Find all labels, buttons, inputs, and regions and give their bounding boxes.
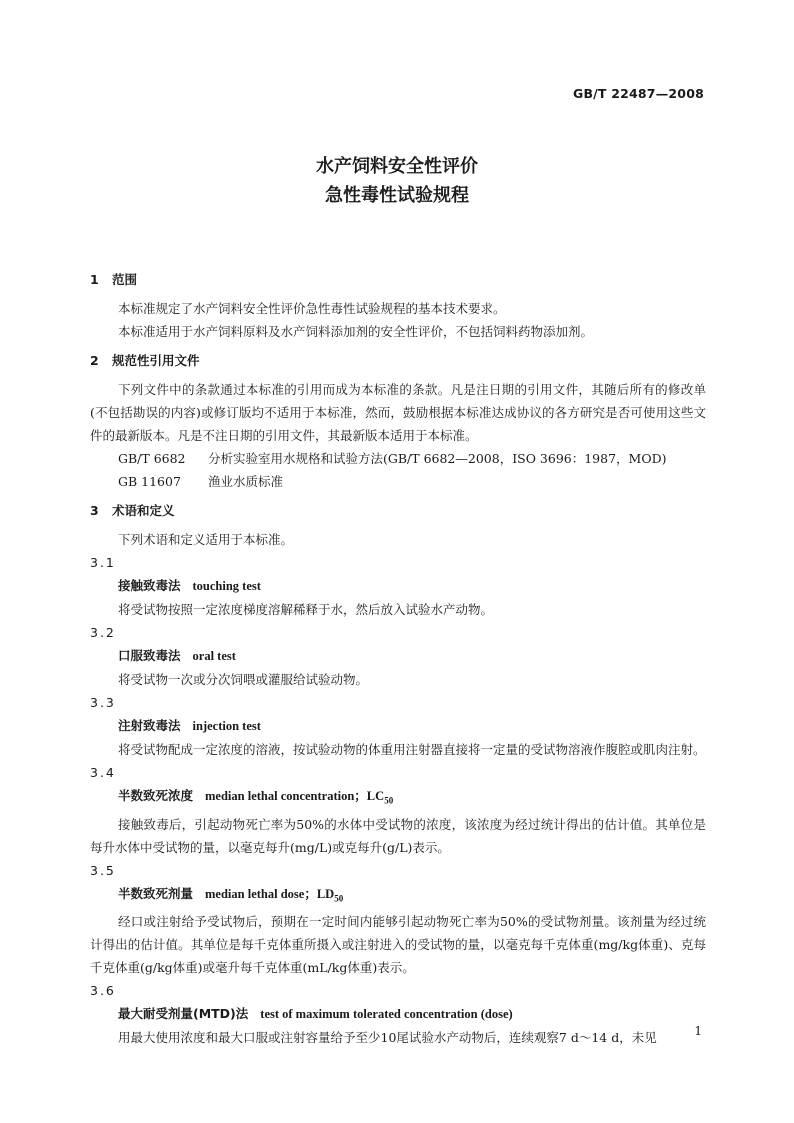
term-english-text: median lethal dose；LD	[205, 886, 335, 901]
clause-number: 3.6	[90, 983, 116, 998]
term-chinese: 注射致毒法	[118, 718, 181, 733]
clause-number: 3.3	[90, 695, 116, 710]
paragraph: 下列术语和定义适用于本标准。	[118, 532, 294, 547]
paragraph: 本标准规定了水产饲料安全性评价急性毒性试验规程的基本技术要求。	[118, 301, 506, 316]
term-entry	[90, 882, 706, 911]
term-subscript: 50	[384, 795, 394, 806]
section-heading-normative-references	[90, 349, 706, 372]
reference-title: 分析实验室用水规格和试验方法(GB/T 6682—2008，ISO 3696：1987，MOD)	[208, 451, 667, 466]
clause-number: 3.4	[90, 765, 116, 780]
term-entry	[90, 714, 706, 738]
page-number: 1	[694, 1024, 702, 1038]
term-definition: 将受试物一次或分次饲喂或灌服给试验动物。	[118, 672, 369, 687]
term-english: injection test	[192, 719, 261, 733]
clause-number: 3.1	[90, 555, 116, 570]
reference-item	[90, 470, 706, 493]
document-title	[0, 152, 794, 210]
term-english	[205, 789, 394, 806]
term-chinese: 口服致毒法	[118, 648, 181, 663]
term-entry	[90, 1002, 706, 1026]
title-line-2: 急性毒性试验规程	[325, 185, 469, 206]
term-english: oral test	[192, 649, 236, 663]
standard-number: GB/T 22487—2008	[572, 86, 704, 101]
section-title: 范围	[112, 272, 138, 287]
section-title: 规范性引用文件	[112, 353, 200, 368]
section-title: 术语和定义	[112, 503, 175, 518]
term-english: touching test	[192, 579, 261, 593]
section-number: 2	[90, 353, 99, 368]
term-chinese: 接触致毒法	[118, 578, 181, 593]
term-definition: 接触致毒后，引起动物死亡率为50%的水体中受试物的浓度，该浓度为经过统计得出的估计值。其单位是每升水体中受试物的量，以毫克每升(mg/L)或克每升(g/L)表示。	[90, 816, 706, 855]
clause-number: 3.5	[90, 862, 116, 878]
reference-code: GB/T 6682	[118, 451, 186, 466]
term-definition: 经口或注射给予受试物后，预期在一定时间内能够引起动物死亡率为50%的受试物剂量。该剂量为经过统计得出的估计值。其单位是每千克体重所摄入或注射进入的受试物的量，以毫克每千克体重(mg/kg体重)、克每千克体重(g/kg体重)或毫升每千克体重(mL/kg体重)表示。	[90, 914, 706, 975]
term-english	[205, 887, 343, 901]
term-definition: 将受试物按照一定浓度梯度溶解稀释于水，然后放入试验水产动物。	[118, 602, 494, 617]
term-entry	[90, 784, 706, 813]
title-line-1: 水产饲料安全性评价	[316, 156, 478, 177]
paragraph: 下列文件中的条款通过本标准的引用而成为本标准的条款。凡是注日期的引用文件，其随后所有的修改单(不包括勘误的内容)或修订版均不适用于本标准，然而，鼓励根据本标准达成协议的各方研究是否可使用这些文件的最新版本。凡是不注日期的引用文件，其最新版本适用于本标准。	[90, 382, 706, 443]
term-chinese: 半数致死剂量	[118, 885, 194, 901]
reference-code: GB 11607	[118, 474, 181, 489]
paragraph: 本标准适用于水产饲料原料及水产饲料添加剂的安全性评价，不包括饲料药物添加剂。	[118, 324, 594, 339]
term-english-text: median lethal concentration；LC	[205, 789, 385, 803]
term-english: test of maximum tolerated concentration (dose)	[260, 1007, 513, 1021]
term-entry	[90, 644, 706, 668]
term-entry	[90, 574, 706, 598]
term-definition: 将受试物配成一定浓度的溶液，按试验动物的体重用注射器直接将一定量的受试物溶液作腹腔或肌肉注射。	[118, 742, 706, 757]
term-chinese: 半数致死浓度	[118, 788, 194, 803]
term-definition: 用最大使用浓度和最大口服或注射容量给予至少10尾试验水产动物后，连续观察7 d～14 d，未见	[118, 1030, 657, 1045]
section-number: 1	[90, 272, 99, 287]
section-heading-terms-definitions	[90, 499, 706, 522]
reference-title: 渔业水质标准	[208, 474, 284, 489]
clause-number: 3.2	[90, 625, 116, 640]
section-heading-scope	[90, 268, 706, 291]
term-subscript: 50	[334, 893, 344, 903]
document-body	[90, 268, 706, 1049]
section-number: 3	[90, 503, 99, 518]
term-chinese: 最大耐受剂量(MTD)法	[118, 1006, 249, 1021]
reference-item	[90, 447, 706, 470]
